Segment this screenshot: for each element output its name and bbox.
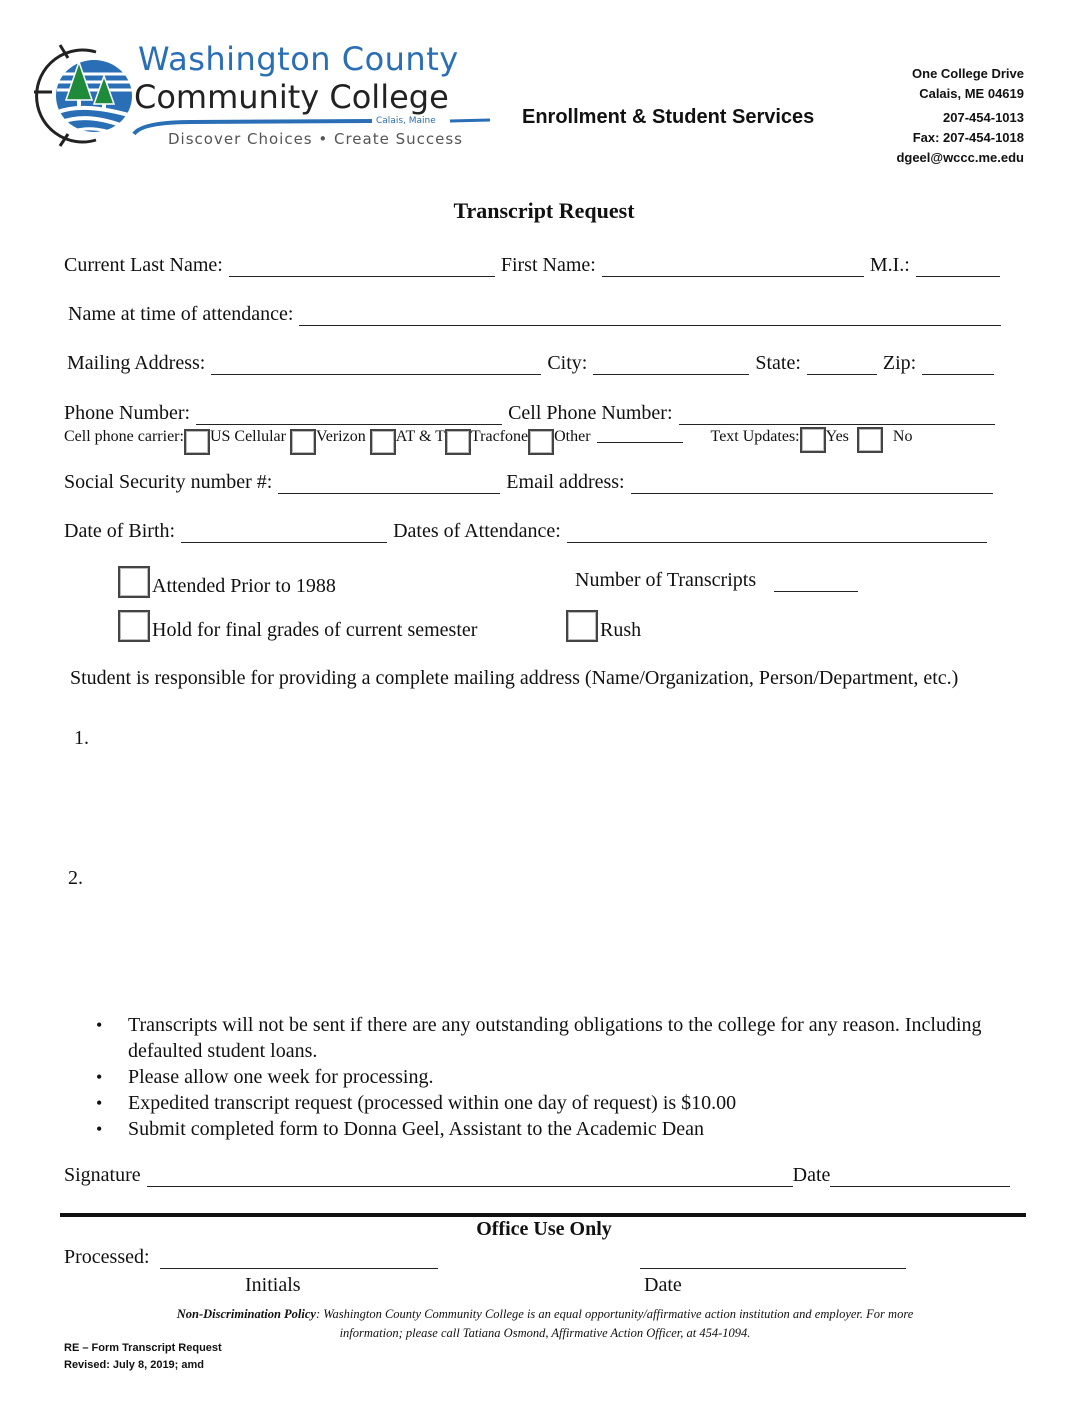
department-title: Enrollment & Student Services [522,106,815,128]
city-field[interactable] [593,354,749,375]
carrier-verizon-label: Verizon [315,428,366,445]
rush-option[interactable] [566,610,641,642]
contact-fax: Fax: 207-454-1018 [912,130,1024,145]
logo-line2: Community College [134,78,449,116]
office-date-label: Date [644,1274,682,1296]
attended-prior-checkbox[interactable] [118,566,150,598]
email-field[interactable] [631,473,993,494]
logo-line1: Washington County [138,40,459,78]
rush-label: Rush [600,619,642,641]
office-divider [60,1213,1026,1217]
number-transcripts-label: Number of Transcripts [575,569,757,591]
phone-field[interactable] [196,404,502,425]
city-label: City: [547,352,588,374]
carrier-row [64,426,912,455]
logo-location: Calais, Maine [376,116,436,126]
logo-tagline: Discover Choices • Create Success [168,130,463,148]
cell-phone-label: Cell Phone Number: [508,402,673,424]
text-updates-no-checkbox[interactable] [857,427,883,453]
contact-address1: One College Drive [912,66,1024,81]
row-ssn [64,471,999,494]
dob-label: Date of Birth: [64,520,176,542]
row-name [64,254,1006,277]
address-area-1[interactable] [100,720,1020,830]
text-updates-yes-label: Yes [825,428,849,445]
notes-list [64,1012,994,1142]
office-title: Office Use Only [476,1218,612,1240]
name-attendance-label: Name at time of attendance: [68,303,294,325]
attended-prior-label: Attended Prior to 1988 [152,575,336,597]
text-updates-yes-checkbox[interactable] [800,427,826,453]
row-name-attendance [68,303,1007,326]
rush-checkbox[interactable] [566,610,598,642]
processed-label: Processed: [64,1246,150,1268]
signature-field[interactable] [147,1166,793,1187]
ssn-field[interactable] [278,473,500,494]
mailing-address-label: Mailing Address: [67,352,206,374]
address-item-2: 2. [68,867,83,889]
row-dob [64,520,993,543]
last-name-label: Current Last Name: [64,254,223,276]
contact-email[interactable]: dgeel@wccc.me.edu [896,150,1024,165]
note-item: • Submit completed form to Donna Geel, Assistant to the Academic Dean [64,1116,994,1142]
email-label: Email address: [506,471,625,493]
row-address [67,352,1000,375]
mailing-address-field[interactable] [211,354,541,375]
policy-title: Non-Discrimination Policy [176,1307,316,1321]
contact-address2: Calais, ME 04619 [919,86,1024,101]
form-title: Transcript Request [453,198,635,223]
signature-date-field[interactable] [830,1166,1010,1187]
note-item: • Transcripts will not be sent if there are any outstanding obligations to the college for any reason. Including defaulted student loans. [64,1012,994,1064]
carrier-att-label: AT & T [395,428,445,445]
hold-final-label: Hold for final grades of current semester [152,619,478,641]
zip-label: Zip: [882,352,917,374]
zip-field[interactable] [922,354,994,375]
initials-label: Initials [245,1274,301,1296]
signature-label: Signature [64,1164,141,1186]
processed-date-field[interactable] [640,1248,906,1269]
first-name-field[interactable] [602,256,864,277]
logo-emblem-icon [34,40,144,150]
carrier-other-checkbox[interactable] [528,429,554,455]
address-area-2[interactable] [100,860,1020,970]
policy-text: : Washington County Community College is an equal opportunity/affirmative action institution and employer. For more information; please call Tatiana Osmond, Affirmative Action Officer, at 454-1094. [315,1307,914,1340]
revised-date: Revised: July 8, 2019; amd [64,1359,205,1371]
college-logo [34,40,494,155]
state-field[interactable] [807,354,877,375]
ssn-label: Social Security number #: [64,471,273,493]
first-name-label: First Name: [500,254,596,276]
carrier-us-cellular-checkbox[interactable] [184,429,210,455]
note-item: • Please allow one week for processing. [64,1064,994,1090]
phone-label: Phone Number: [64,402,191,424]
note-item: • Expedited transcript request (processed within one day of request) is $10.00 [64,1090,994,1116]
address-item-1: 1. [74,727,89,749]
contact-block [896,64,1024,168]
carrier-tracfone-checkbox[interactable] [445,429,471,455]
number-transcripts-field[interactable] [774,571,858,592]
row-signature [64,1164,1010,1187]
hold-final-checkbox[interactable] [118,610,150,642]
contact-phone: 207-454-1013 [943,110,1024,125]
last-name-field[interactable] [229,256,495,277]
carrier-label: Cell phone carrier: [64,428,184,445]
mi-field[interactable] [916,256,1000,277]
cell-phone-field[interactable] [679,404,995,425]
carrier-verizon-checkbox[interactable] [290,429,316,455]
dates-attendance-label: Dates of Attendance: [393,520,561,542]
row-processed [64,1246,444,1269]
number-transcripts [575,569,864,592]
name-attendance-field[interactable] [299,305,1001,326]
row-phone [64,402,1001,425]
text-updates-no-label: No [892,428,913,445]
processed-initials-field[interactable] [160,1248,438,1269]
carrier-other-label: Other [554,428,591,445]
state-label: State: [755,352,801,374]
carrier-tracfone-label: Tracfone [470,428,529,445]
hold-final-option[interactable] [118,610,477,642]
signature-date-label: Date [792,1164,831,1186]
attended-prior-option[interactable] [118,566,336,598]
dob-field[interactable] [181,522,387,543]
form-id: RE – Form Transcript Request [64,1342,222,1354]
text-updates-label: Text Updates: [710,428,800,445]
carrier-att-checkbox[interactable] [370,429,396,455]
carrier-other-field[interactable] [597,426,683,443]
carrier-us-cellular-label: US Cellular [209,428,286,445]
dates-attendance-field[interactable] [567,522,987,543]
address-note: Student is responsible for providing a complete mailing address (Name/Organization, Person/Department, etc.) [70,667,959,689]
mi-label: M.I.: [869,254,910,276]
non-discrimination-policy [150,1305,940,1343]
